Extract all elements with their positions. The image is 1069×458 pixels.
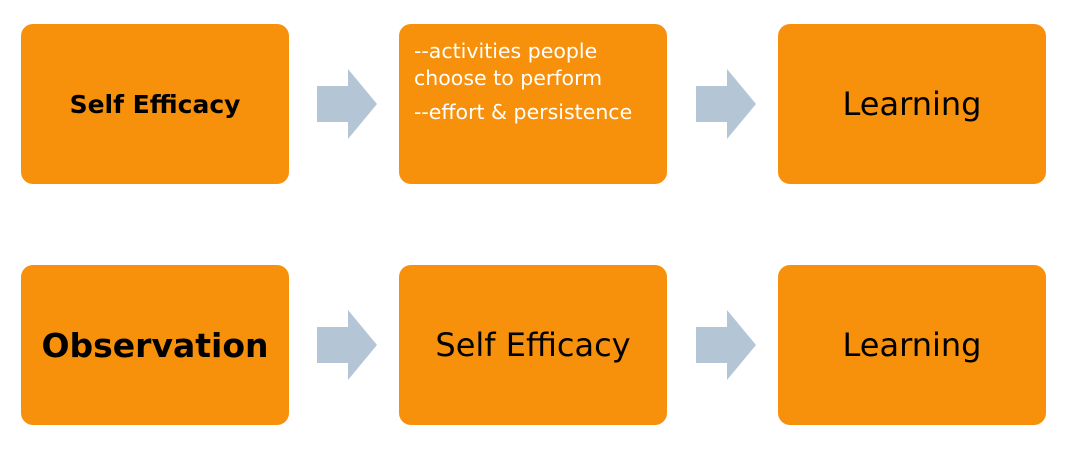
- observation-label: Observation: [41, 325, 269, 365]
- right-arrow-icon: [317, 310, 377, 380]
- self-efficacy-label: Self Efficacy: [69, 89, 241, 119]
- list-item: --effort & persistence: [414, 100, 633, 124]
- self-efficacy-label: Self Efficacy: [435, 326, 631, 364]
- self-efficacy-box: [399, 265, 667, 425]
- learning-box: [778, 24, 1046, 184]
- right-arrow-icon: [696, 310, 756, 380]
- list-item: --activities people choose to perform: [414, 39, 603, 90]
- behaviors-box: [399, 24, 667, 184]
- behaviors-list: [414, 38, 657, 133]
- self-efficacy-box: [21, 24, 289, 184]
- learning-label: Learning: [842, 326, 982, 364]
- right-arrow-icon: [696, 69, 756, 139]
- observation-box: [21, 265, 289, 425]
- right-arrow-icon: [317, 69, 377, 139]
- learning-label: Learning: [842, 85, 982, 123]
- learning-box: [778, 265, 1046, 425]
